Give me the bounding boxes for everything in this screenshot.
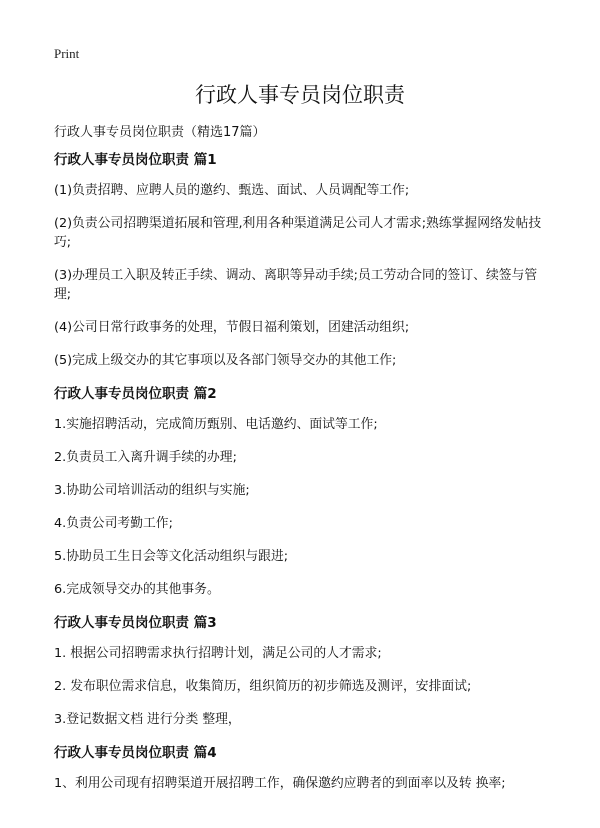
list-item: (2)负责公司招聘渠道拓展和管理,利用各种渠道满足公司人才需求;熟练掌握网络发帖技巧; <box>54 216 542 250</box>
list-item: (3)办理员工入职及转正手续、调动、离职等异动手续;员工劳动合同的签订、续签与管理; <box>54 268 538 302</box>
section-3 <box>54 613 554 729</box>
section-2 <box>54 384 554 599</box>
list-item: 2.负责员工入离升调手续的办理; <box>54 450 237 465</box>
section-heading: 行政人事专员岗位职责 篇3 <box>54 615 217 631</box>
list-item: 6.完成领导交办的其他事务。 <box>54 582 220 597</box>
list-item: (1)负责招聘、应聘人员的邀约、甄选、面试、人员调配等工作; <box>54 183 410 198</box>
list-item: 4.负责公司考勤工作; <box>54 516 173 531</box>
section-heading: 行政人事专员岗位职责 篇4 <box>54 745 217 761</box>
list-item: (5)完成上级交办的其它事项以及各部门领导交办的其他工作; <box>54 353 397 368</box>
list-item: 5.协助员工生日会等文化活动组织与跟进; <box>54 549 289 564</box>
list-item: 3.协助公司培训活动的组织与实施; <box>54 483 250 498</box>
section-4 <box>54 743 554 793</box>
print-link[interactable]: Print <box>54 46 80 61</box>
section-heading: 行政人事专员岗位职责 篇1 <box>54 152 217 168</box>
list-item: 3.登记数据文档 进行分类 整理， <box>54 712 241 727</box>
list-item: (4)公司日常行政事务的处理，节假日福利策划，团建活动组织; <box>54 320 410 335</box>
section-1 <box>54 150 554 370</box>
list-item: 2. 发布职位需求信息，收集简历，组织简历的初步筛选及测评，安排面试; <box>54 679 472 694</box>
list-item: 1.实施招聘活动，完成简历甄别、电话邀约、面试等工作; <box>54 417 378 432</box>
page-subtitle: 行政人事专员岗位职责（精选17篇） <box>54 125 266 140</box>
page-title: 行政人事专员岗位职责 <box>195 83 405 107</box>
list-item: 1、利用公司现有招聘渠道开展招聘工作，确保邀约应聘者的到面率以及转 换率; <box>54 776 506 791</box>
section-heading: 行政人事专员岗位职责 篇2 <box>54 386 217 402</box>
list-item: 1. 根据公司招聘需求执行招聘计划，满足公司的人才需求; <box>54 646 382 661</box>
document-body <box>54 150 554 807</box>
